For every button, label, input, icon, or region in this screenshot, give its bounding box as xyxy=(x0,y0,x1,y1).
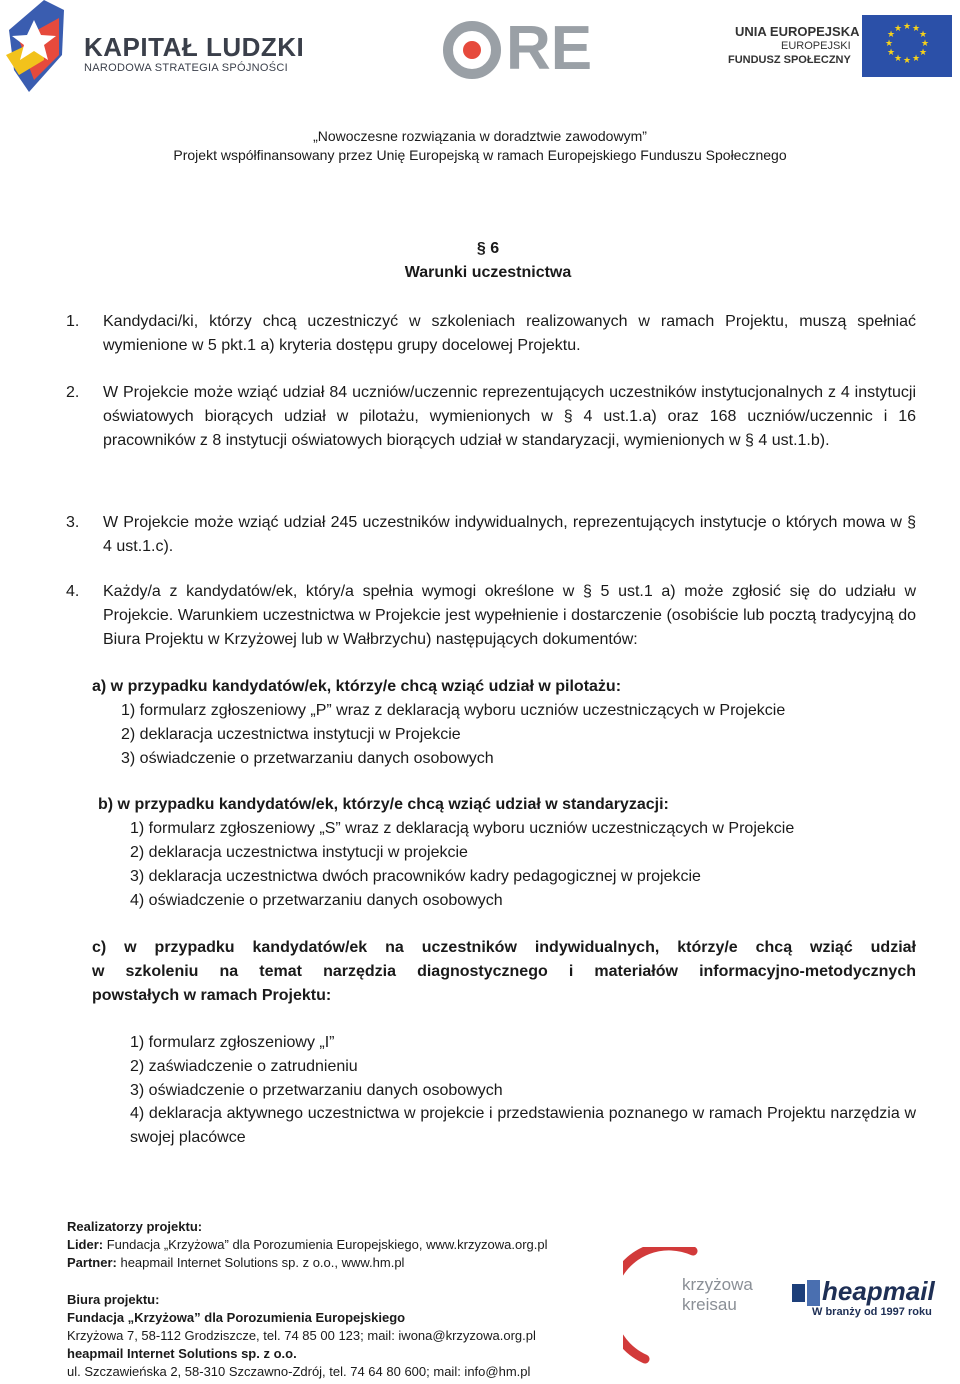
footer-partner xyxy=(67,1254,404,1272)
kapital-ludzki-subtitle: NARODOWA STRATEGIA SPÓJNOŚCI xyxy=(84,62,288,74)
svg-text:★: ★ xyxy=(884,39,894,49)
list-a-item-1: 1) formularz zgłoszeniowy „P” wraz z deklaracją wyboru uczniów uczestniczących w Projekcie xyxy=(121,702,786,719)
list-c-heading-line-3: powstałych w ramach Projektu: xyxy=(92,987,332,1004)
eu-logo-line2: EUROPEJSKI xyxy=(781,40,851,52)
svg-text:★: ★ xyxy=(918,30,928,40)
ore-ring-icon xyxy=(442,20,502,80)
footer-office-1-name: Fundacja „Krzyżowa” dla Porozumienia Europejskiego xyxy=(67,1310,406,1325)
project-title: „Nowoczesne rozwiązania w doradztwie zawodowym” xyxy=(313,128,647,144)
list-b-item-2: 2) deklaracja uczestnictwa instytucji w projekcie xyxy=(130,844,468,861)
item-3-number: 3. xyxy=(66,514,80,531)
item-1-number: 1. xyxy=(66,313,80,330)
list-b-item-3: 3) deklaracja uczestnictwa dwóch pracowników kadry pedagogicznej w projekcie xyxy=(130,868,701,885)
item-2-text: W Projekcie może wziąć udział 84 uczniów/uczennic reprezentujących uczestników instytucjonalnych z 4 instytucji oświatowych biorących udział w pilotażu, wymienionych w § 4 ust.1.a) oraz 168 uczniów/uczennic i 16 pracowników z 8 instytucji oświatowych biorących udział w standaryzacji, wymienionych w § 4 ust.1.b). xyxy=(103,384,916,449)
item-1-text: Kandydaci/ki, którzy chcą uczestniczyć w szkoleniach realizowanych w ramach Projektu, muszą spełniać wymienione w 5 pkt.1 a) kryteria dostępu grupy docelowej Projektu. xyxy=(103,313,916,354)
svg-text:★: ★ xyxy=(886,30,896,40)
list-c-heading-line-1: c) w przypadku kandydatów/ek na uczestników indywidualnych, którzy/e chcą wziąć udział xyxy=(92,939,916,956)
footer-office-2-address: ul. Szczawieńska 2, 58-310 Szczawno-Zdrój, tel. 74 64 80 600; mail: info@hm.pl xyxy=(67,1364,531,1379)
svg-text:★: ★ xyxy=(893,24,903,34)
svg-text:★: ★ xyxy=(902,56,912,66)
list-c-item-3: 3) oświadczenie o przetwarzaniu danych osobowych xyxy=(130,1082,503,1099)
eu-flag-icon xyxy=(862,15,952,77)
svg-text:★: ★ xyxy=(920,39,930,49)
section-title: Warunki uczestnictwa xyxy=(404,264,572,281)
eu-logo-line3: FUNDUSZ SPOŁECZNY xyxy=(728,54,851,66)
list-a-heading: a) w przypadku kandydatów/ek, którzy/e chcą wziąć udział w pilotażu: xyxy=(92,678,622,695)
item-4-text: Każdy/a z kandydatów/ek, który/a spełnia wymogi określone w § 5 ust.1 a) może zgłosić się do udziału w Projekcie. Warunkiem uczestnictwa w Projekcie jest wypełnienie i dostarczenie (osobiście lub pocztą tradycyjną do Biura Projektu w Krzyżowej lub w Wałbrzychu) następujących dokumentów: xyxy=(103,583,916,648)
footer-partner-text: heapmail Internet Solutions sp. z o.o., www.hm.pl xyxy=(116,1255,405,1270)
footer-leader xyxy=(67,1236,547,1254)
list-b-heading: b) w przypadku kandydatów/ek, którzy/e chcą wziąć udział w standaryzacji: xyxy=(98,796,669,813)
svg-text:★: ★ xyxy=(886,48,896,58)
item-2-number: 2. xyxy=(66,384,80,401)
krzyzowa-logo-text-1: krzyżowa xyxy=(682,1275,753,1294)
krzyzowa-logo-text-2: kreisau xyxy=(682,1295,737,1314)
footer-realizers-label: Realizatorzy projektu: xyxy=(67,1219,203,1234)
item-3-text: W Projekcie może wziąć udział 245 uczestników indywidualnych, reprezentujących instytucje o których mowa w § 4 ust.1.c). xyxy=(103,514,916,555)
footer-partner-label: Partner: xyxy=(67,1255,117,1270)
ore-logo-mark xyxy=(442,20,502,80)
svg-text:★: ★ xyxy=(911,54,921,64)
footer-office-1-address: Krzyżowa 7, 58-112 Grodziszcze, tel. 74 85 00 123; mail: iwona@krzyzowa.org.pl xyxy=(67,1328,536,1343)
list-c-item-1: 1) formularz zgłoszeniowy „I” xyxy=(130,1034,335,1051)
list-a-item-3: 3) oświadczenie o przetwarzaniu danych osobowych xyxy=(121,750,494,767)
svg-text:★: ★ xyxy=(918,48,928,58)
list-b-item-4: 4) oświadczenie o przetwarzaniu danych osobowych xyxy=(130,892,503,909)
svg-text:★: ★ xyxy=(911,24,921,34)
section-number: § 6 xyxy=(476,240,500,257)
footer-leader-text: Fundacja „Krzyżowa” dla Porozumienia Europejskiego, www.krzyzowa.org.pl xyxy=(103,1237,548,1252)
list-a-item-2: 2) deklaracja uczestnictwa instytucji w Projekcie xyxy=(121,726,461,743)
heapmail-logo-text: heapmail xyxy=(822,1276,935,1306)
svg-text:★: ★ xyxy=(902,22,912,32)
kapital-ludzki-emblem-icon xyxy=(4,0,84,92)
heapmail-tagline: W branży od 1997 roku xyxy=(812,1306,932,1318)
footer-leader-label: Lider: xyxy=(67,1237,104,1252)
eu-logo-line1: UNIA EUROPEJSKA xyxy=(735,24,860,39)
svg-text:★: ★ xyxy=(893,54,903,64)
list-b-item-1: 1) formularz zgłoszeniowy „S” wraz z deklaracją wyboru uczniów uczestniczących w Projekcie xyxy=(130,820,795,837)
item-4-number: 4. xyxy=(66,583,80,600)
heapmail-emblem-icon xyxy=(792,1280,822,1306)
list-c-heading-line-2: w szkoleniu na temat narzędzia diagnostycznego i materiałów informacyjno-metodycznych xyxy=(92,963,916,980)
footer-offices-label: Biura projektu: xyxy=(67,1292,160,1307)
list-c-item-4: 4) deklaracja aktywnego uczestnictwa w projekcie i przedstawienia poznanego w ramach Projektu narzędzia w swojej placówce xyxy=(130,1105,916,1146)
project-cofinance-note: Projekt współfinansowany przez Unię Europejską w ramach Europejskiego Funduszu Społecznego xyxy=(173,147,787,163)
footer-office-2-name: heapmail Internet Solutions sp. z o.o. xyxy=(67,1346,297,1361)
ore-logo-text: RE xyxy=(506,14,593,83)
kapital-ludzki-title: KAPITAŁ LUDZKI xyxy=(84,32,305,62)
list-c-item-2: 2) zaświadczenie o zatrudnieniu xyxy=(130,1058,358,1075)
